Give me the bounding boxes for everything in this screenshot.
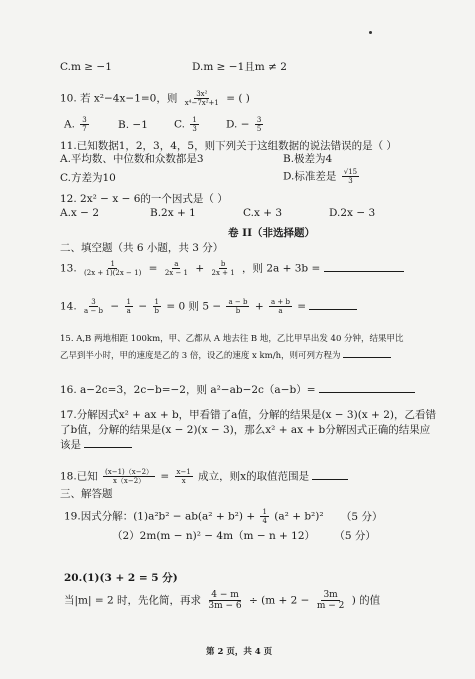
q13-f1-den: (2x + 1)(2x − 1) [84, 269, 142, 277]
q20-prefix: 当|m| = 2 时，先化简，再求 [64, 594, 202, 607]
q10-option-b: B. −1 [118, 119, 148, 131]
q14-answer-blank[interactable] [309, 309, 357, 310]
q13-f3-num: b [220, 260, 226, 268]
q17-answer-blank[interactable] [84, 447, 132, 448]
q9-option-c: C.m ≥ −1 [60, 61, 112, 73]
q18-f2-num: x−1 [176, 468, 191, 476]
q14-f4-num: a − b [228, 298, 248, 306]
q14-f2-num: 1 [126, 298, 131, 306]
q14-frac-1 [82, 298, 105, 315]
q14-f3-num: 1 [154, 298, 159, 306]
q18-f1-num: (x−1)（x−2） [105, 468, 154, 476]
q10-a-den: 7 [82, 125, 87, 133]
q10-d-label: D. − [226, 118, 250, 131]
q19-line-1 [64, 508, 382, 525]
q14-f5-den: a [278, 307, 283, 315]
q10-frac-num: 3x² [196, 90, 208, 98]
q13-f3-den: 2x + 1 [211, 269, 235, 277]
q11-d-fraction [342, 168, 359, 185]
q10-a-label: A. [64, 118, 75, 131]
q20-title: 20.(1)(3 + 2 = 5 分) [64, 572, 178, 584]
q14-number: 14. [60, 300, 77, 313]
q17-line-3 [60, 439, 132, 452]
q19-score-1: （5 分） [340, 510, 383, 523]
q14-frac-3 [153, 298, 161, 315]
q14-f1-num: 3 [91, 298, 96, 306]
q15-line-1: 15. A,B 两地相距 100km，甲、乙都从 A 地去往 B 地，乙比甲早出发 40 分钟，结果甲比 [60, 334, 404, 344]
q10-c-num: 1 [192, 116, 197, 124]
q10-a-fraction [80, 116, 88, 133]
q14-plus: + [254, 300, 264, 313]
q10-option-c [174, 116, 201, 133]
q14-frac-5 [269, 298, 292, 315]
q14-tail: = [297, 300, 307, 313]
q11-option-a: A.平均数、中位数和众数都是3 [60, 153, 204, 165]
q19-line-2-text: （2）2m(m − n)² − 4m（m − n + 12） [112, 530, 316, 542]
q11-option-c: C.方差为10 [60, 172, 116, 184]
q11-d-num: √15 [343, 168, 358, 176]
q12-option-c: C.x + 3 [243, 207, 283, 219]
q14-f2-den: a [126, 307, 131, 315]
q11-d-den: 3 [348, 177, 353, 185]
q14-f3-den: b [154, 307, 159, 315]
q12-option-b: B.2x + 1 [150, 207, 196, 219]
q16-text: 16. a−2c=3，2c−b=−2，则 a²−ab−2c（a−b）= [60, 384, 316, 396]
scan-speck [369, 31, 372, 34]
section-3-heading: 三、解答题 [60, 488, 113, 500]
q14-middle-text: = 0 则 5 − [166, 300, 222, 313]
q19-score-2: （5 分） [334, 530, 376, 542]
q10-option-d [226, 116, 265, 133]
q20-frac-1 [206, 590, 243, 611]
q16-stem [60, 384, 415, 397]
q13-answer-blank[interactable] [324, 271, 404, 272]
q18-frac-2 [175, 468, 193, 485]
q13-stem [60, 260, 404, 277]
q13-tail: ，则 2a + 3b = [242, 262, 321, 275]
q10-d-fraction [255, 116, 263, 133]
q20-f2-num: 3m [323, 590, 338, 600]
q14-stem [60, 298, 357, 315]
q15-line-2-text: 乙早到半小时，甲的速度是乙的 3 倍，设乙的速度 x km/h，则可列方程为 [60, 351, 341, 361]
q12-option-d: D.2x − 3 [329, 207, 376, 219]
q20-f1-den: 3m − 6 [208, 601, 242, 611]
section-2-heading: 二、填空题（共 6 小题，共 3 分） [60, 242, 224, 254]
q11-option-b: B.极差为4 [283, 153, 333, 165]
q15-answer-blank[interactable] [343, 357, 391, 358]
q11-stem: 11.已知数据1，2，3，4，5，则下列关于这组数据的说法错误的是（ ） [60, 140, 397, 152]
q10-option-a [64, 116, 91, 133]
q17-line-3-text: 该是 [60, 439, 81, 451]
q14-frac-4 [226, 298, 249, 315]
q14-minus-2: − [138, 300, 148, 313]
q20-f1-num: 4 − m [211, 590, 239, 600]
q18-equals: = [160, 470, 170, 483]
q14-f1-den: a − b [84, 307, 104, 315]
q13-f2-num: a [174, 260, 179, 268]
q18-f1-den: x（x−2） [112, 477, 146, 485]
q10-prefix: 10. 若 x²−4x−1=0，则 [60, 92, 178, 105]
q10-fraction [183, 90, 221, 107]
q20-tail: ) 的值 [351, 594, 381, 607]
q13-frac-3 [209, 260, 236, 277]
q12-option-a: A.x − 2 [60, 207, 99, 219]
q18-prefix: 18.已知 [60, 470, 98, 483]
q10-c-fraction [190, 116, 198, 133]
q20-stem [64, 590, 380, 611]
q10-frac-den: x⁴−7x²+1 [184, 99, 219, 107]
q13-equals: = [148, 262, 158, 275]
q19-line-2 [112, 530, 376, 543]
q20-f2-den: m − 2 [316, 601, 345, 611]
q20-middle: (m + 2 − [261, 594, 310, 607]
q20-frac-2 [315, 590, 347, 611]
q19-quarter-num: 1 [262, 508, 267, 516]
q10-suffix: = ( ) [226, 92, 250, 105]
q14-frac-2 [125, 298, 133, 315]
q10-c-label: C. [174, 118, 185, 131]
q18-answer-blank[interactable] [312, 479, 348, 480]
q18-tail: 成立，则x的取值范围是 [198, 470, 310, 483]
q10-c-den: 3 [192, 125, 197, 133]
q14-f4-den: b [235, 307, 241, 315]
q9-option-d: D.m ≥ −1且m ≠ 2 [192, 61, 287, 73]
q10-a-num: 3 [82, 116, 87, 124]
q11-d-label: D.标准差是 [283, 170, 337, 183]
q13-f1-num: 1 [110, 260, 115, 268]
q18-frac-1 [103, 468, 155, 485]
q14-minus-1: − [110, 300, 120, 313]
q18-f2-den: x [181, 477, 186, 485]
q14-f5-num: a + b [270, 298, 290, 306]
q16-answer-blank[interactable] [319, 392, 415, 393]
q15-line-2 [60, 350, 391, 363]
q20-divide: ÷ [248, 594, 258, 607]
q17-line-1: 17.分解因式x² + ax + b，甲看错了a值，分解的结果是(x − 3)(x + 2)，乙看错 [60, 409, 436, 421]
q13-frac-1 [82, 260, 143, 277]
q18-stem [60, 468, 348, 485]
q13-plus: + [195, 262, 205, 275]
q19-line-1-text: 19.因式分解：(1)a²b² − ab(a² + b²) + [64, 510, 256, 523]
q19-quarter-den: 4 [262, 517, 267, 525]
q19-quarter-fraction [260, 508, 268, 525]
page-footer: 第 2 页，共 4 页 [206, 647, 273, 657]
q10-d-num: 3 [256, 116, 262, 124]
q11-option-d [283, 168, 361, 185]
q13-number: 13. [60, 262, 77, 275]
q17-line-2: 了b值，分解的结果是(x − 2)(x − 3)，那么x² + ax + b分解因式正确的结果应 [60, 424, 431, 436]
q19-line-1-tail: (a² + b²)² [274, 510, 324, 523]
q13-f2-den: 2x − 1 [164, 269, 188, 277]
q10-stem [60, 90, 250, 107]
q10-d-den: 5 [256, 125, 262, 133]
q12-stem: 12. 2x² − x − 6的一个因式是（ ） [60, 193, 228, 205]
q13-frac-2 [163, 260, 190, 277]
section-2-title: 卷 II（非选择题） [228, 227, 315, 239]
